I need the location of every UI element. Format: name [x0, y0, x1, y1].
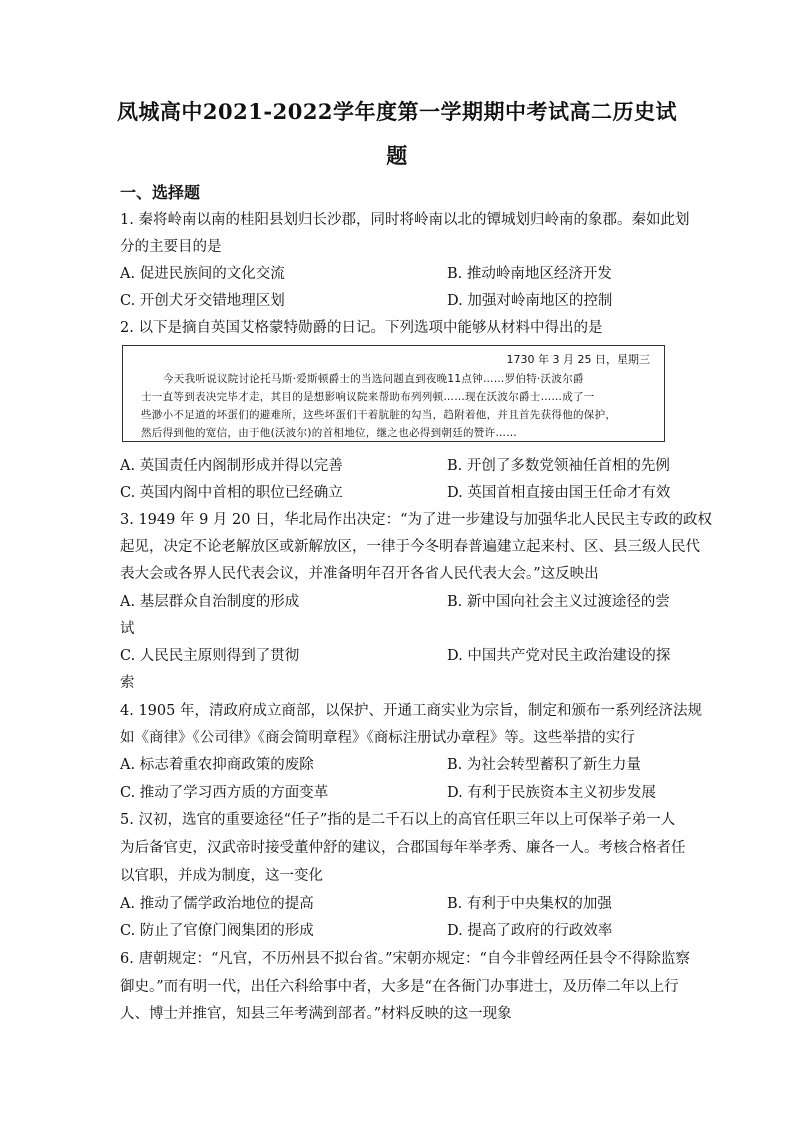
question-3-option-b: B. 新中国向社会主义过渡途径的尝 [447, 594, 670, 610]
diary-line: 然后得到他的宽信，由于他(沃波尔)的首相地位，继之也必得到朝廷的赞许…… [141, 427, 517, 439]
question-1-option-a: A. 促进民族间的文化交流 [120, 266, 285, 282]
question-4-stem-line-2: 如《商律》《公司律》《商会简明章程》《商标注册试办章程》等。这些举措的实行 [120, 730, 635, 746]
diary-line: 士一直等到表决完毕才走，其目的是想影响议院来帮助布列列顿……现在沃波尔爵士……成了一 [141, 391, 595, 403]
question-1-option-d: D. 加强对岭南地区的控制 [447, 293, 613, 309]
question-2-option-c: C. 英国内阁中首相的职位已经确立 [120, 485, 343, 501]
question-3-stem-line-3: 表大会或各界人民代表会议，并准备明年召开各省人民代表大会。”这反映出 [120, 566, 599, 582]
question-5-stem-line-3: 以官职，并成为制度，这一变化 [120, 868, 323, 884]
question-4-option-b: B. 为社会转型蓄积了新生力量 [447, 757, 641, 773]
question-5-stem-line-2: 为后备官吏，汉武帝时接受董仲舒的建议，合郡国每年举孝秀、廉各一人。考核合格者任 [120, 840, 686, 856]
question-6-stem-line-1: 6. 唐朝规定：“凡官，不历州县不拟台省。”宋朝亦规定：“自今非曾经两任县令不得除监察 [120, 951, 690, 967]
diary-date: 1730 年 3 月 25 日，星期三 [506, 353, 650, 366]
question-5-option-a: A. 推动了儒学政治地位的提高 [120, 896, 314, 912]
question-2-option-a: A. 英国责任内阁制形成并得以完善 [120, 458, 343, 474]
diary-line: 今天我听说议院讨论托马斯·爱斯顿爵士的当选问题直到夜晚11点钟……罗伯特·沃波尔爵 [163, 373, 584, 385]
question-5-option-c: C. 防止了官僚门阀集团的形成 [120, 923, 314, 939]
question-1-option-b: B. 推动岭南地区经济开发 [447, 266, 612, 282]
question-3-stem-line-2: 起见，决定不论老解放区或新解放区，一律于今冬明春普遍建立起来村、区、县三级人民代 [120, 539, 700, 555]
question-4-stem-line-1: 4. 1905 年，清政府成立商部，以保护、开通工商实业为宗旨，制定和颁布一系列经济法规 [120, 703, 702, 719]
question-3-stem-line-1: 3. 1949 年 9 月 20 日，华北局作出决定：“为了进一步建设与加强华北人民民主专政的政权 [120, 512, 712, 528]
question-3-option-b-continued: 试 [120, 621, 135, 637]
exam-title-line-2: 题 [386, 143, 408, 168]
question-3-option-a: A. 基层群众自治制度的形成 [120, 594, 300, 610]
question-3-option-d: D. 中国共产党对民主政治建设的探 [447, 648, 671, 664]
diary-line: 些渺小不足道的坏蛋们的避难所，这些坏蛋们干着肮脏的勾当，趋附着他，并且首先获得他的保护， [141, 409, 617, 421]
question-4-option-c: C. 推动了学习西方质的方面变革 [120, 785, 329, 801]
question-3-option-c: C. 人民民主原则得到了贯彻 [120, 648, 300, 664]
question-5-option-b: B. 有利于中央集权的加强 [447, 896, 612, 912]
section-heading: 一、选择题 [120, 183, 201, 202]
question-4-option-a: A. 标志着重农抑商政策的废除 [120, 757, 314, 773]
question-5-stem-line-1: 5. 汉初，选官的重要途径“任子”指的是二千石以上的高官任职三年以上可保举子弟一人 [120, 812, 676, 828]
question-3-option-d-continued: 索 [120, 675, 135, 691]
question-4-option-d: D. 有利于民族资本主义初步发展 [447, 785, 656, 801]
question-6-stem-line-3: 人、博士并推官，知县三年考满到部者。”材料反映的这一现象 [120, 1006, 512, 1022]
question-2-stem-line-1: 2. 以下是摘自英国艾格蒙特勋爵的日记。下列选项中能够从材料中得出的是 [120, 320, 603, 336]
question-2-option-b: B. 开创了多数党领袖任首相的先例 [447, 458, 670, 474]
question-5-option-d: D. 提高了政府的行政效率 [447, 923, 613, 939]
question-1-stem-line-2: 分的主要目的是 [120, 239, 222, 255]
question-1-option-c: C. 开创犬牙交错地理区划 [120, 293, 285, 309]
exam-title-line-1: 凤城高中2021-2022学年度第一学期期中考试高二历史试 [116, 99, 678, 124]
question-6-stem-line-2: 御史。”而有明一代，出任六科给事中者，大多是“在各衙门办事进士，及历俸二年以上行 [120, 979, 679, 995]
question-1-stem-line-1: 1. 秦将岭南以南的桂阳县划归长沙郡，同时将岭南以北的镡城划归岭南的象郡。秦如此划 [120, 212, 690, 228]
diary-excerpt-box [122, 345, 665, 442]
question-2-option-d: D. 英国首相直接由国王任命才有效 [447, 485, 671, 501]
